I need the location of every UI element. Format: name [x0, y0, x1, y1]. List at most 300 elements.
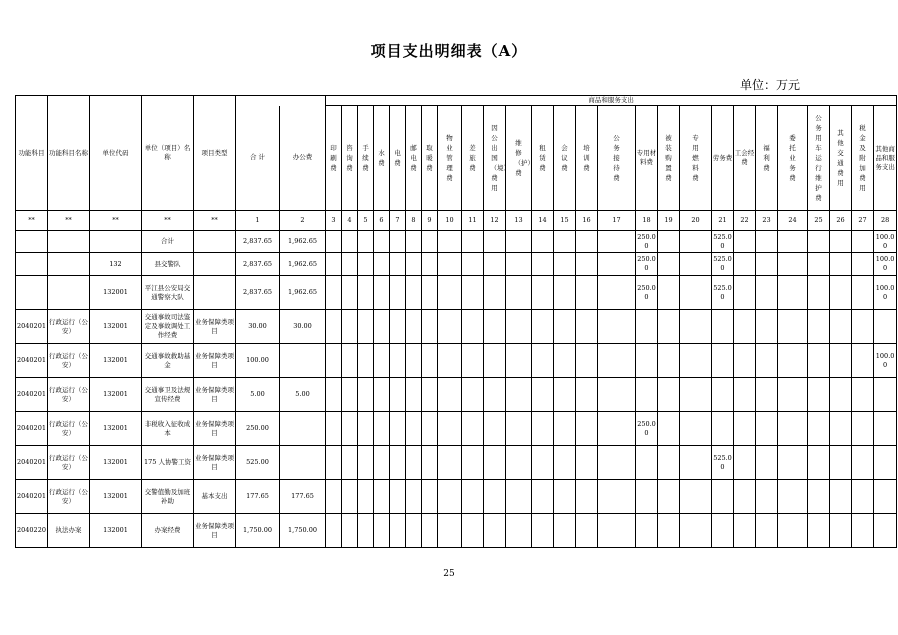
index-cell: 14	[532, 211, 554, 231]
value-cell	[406, 344, 422, 378]
value-cell: 177.65	[236, 480, 280, 514]
value-cell: 525.00	[712, 253, 734, 276]
unit-label: 单位：万元	[740, 78, 801, 92]
header-cell	[374, 106, 390, 211]
value-cell	[342, 276, 358, 310]
unit-name-cell: 交通事卫及法规宣传经费	[142, 378, 194, 412]
value-cell	[830, 253, 852, 276]
header-cell: 功能科目名称	[48, 96, 90, 211]
project-type-cell: 业务保障类项目	[194, 310, 236, 344]
value-cell	[874, 514, 897, 548]
value-cell	[422, 344, 438, 378]
value-cell	[658, 378, 680, 412]
value-cell	[462, 446, 484, 480]
value-cell	[374, 253, 390, 276]
func-code-cell: 2040201	[16, 344, 48, 378]
value-cell	[532, 378, 554, 412]
value-cell	[852, 378, 874, 412]
value-cell	[680, 253, 712, 276]
value-cell	[598, 253, 636, 276]
value-cell: 177.65	[280, 480, 326, 514]
value-cell	[532, 276, 554, 310]
value-cell	[506, 514, 532, 548]
header-label: 专用材料费	[636, 149, 657, 166]
value-cell	[808, 514, 830, 548]
value-cell	[808, 310, 830, 344]
header-cell	[484, 106, 510, 211]
value-cell: 1,962.65	[280, 253, 326, 276]
value-cell	[778, 231, 808, 253]
value-cell	[484, 276, 506, 310]
value-cell	[576, 310, 598, 344]
value-cell	[598, 310, 636, 344]
func-name-cell: 行政运行（公安）	[48, 412, 90, 446]
header-cell	[280, 106, 326, 211]
value-cell	[576, 378, 598, 412]
header-cell	[342, 106, 358, 211]
table-row	[16, 412, 897, 446]
header-cell	[636, 106, 658, 211]
value-cell	[756, 446, 778, 480]
value-cell	[830, 231, 852, 253]
value-cell	[756, 378, 778, 412]
func-name-cell: 行政运行（公安）	[48, 446, 90, 480]
value-cell: 100.00	[236, 344, 280, 378]
header-label: 电费	[394, 149, 401, 167]
func-code-cell	[16, 253, 48, 276]
value-cell	[506, 276, 532, 310]
header-label: 培训费	[583, 144, 590, 172]
value-cell	[576, 253, 598, 276]
value-cell	[532, 412, 554, 446]
index-cell: 20	[680, 211, 712, 231]
value-cell	[406, 231, 422, 253]
header-label: 邮电费	[410, 144, 417, 172]
value-cell	[576, 446, 598, 480]
value-cell	[438, 253, 462, 276]
unit-name-cell: 非税收入征收成本	[142, 412, 194, 446]
value-cell	[342, 480, 358, 514]
header-cell	[576, 106, 598, 211]
value-cell	[422, 276, 438, 310]
table-row	[16, 253, 897, 276]
header-cell: 单位（项目）名称	[142, 96, 194, 211]
value-cell	[326, 231, 342, 253]
value-cell	[636, 378, 658, 412]
value-cell	[658, 253, 680, 276]
index-cell: 10	[438, 211, 462, 231]
header-cell	[756, 106, 778, 211]
value-cell	[326, 378, 342, 412]
header-label: 税金及附加费用	[859, 124, 866, 192]
value-cell	[532, 231, 554, 253]
value-cell	[462, 231, 484, 253]
value-cell	[778, 480, 808, 514]
value-cell	[874, 480, 897, 514]
value-cell	[326, 276, 342, 310]
value-cell	[598, 412, 636, 446]
value-cell	[358, 480, 374, 514]
value-cell	[484, 480, 506, 514]
value-cell	[554, 446, 576, 480]
index-cell: 17	[598, 211, 636, 231]
index-cell: 24	[778, 211, 808, 231]
value-cell	[438, 276, 462, 310]
value-cell	[712, 310, 734, 344]
header-label: 委托业务费	[789, 134, 796, 182]
index-cell: **	[16, 211, 48, 231]
value-cell	[532, 480, 554, 514]
value-cell	[734, 253, 756, 276]
value-cell	[598, 378, 636, 412]
func-code-cell	[16, 231, 48, 253]
unit-code-cell: 132	[90, 253, 142, 276]
value-cell	[326, 344, 342, 378]
value-cell	[280, 412, 326, 446]
func-name-cell	[48, 276, 90, 310]
value-cell	[374, 378, 390, 412]
index-cell: 2	[280, 211, 326, 231]
value-cell	[532, 310, 554, 344]
value-cell	[680, 480, 712, 514]
project-type-cell	[194, 231, 236, 253]
header-label: 公务接待费	[613, 134, 620, 182]
value-cell: 2,837.65	[236, 276, 280, 310]
value-cell	[342, 446, 358, 480]
func-name-cell: 行政运行（公安）	[48, 344, 90, 378]
value-cell	[756, 514, 778, 548]
value-cell	[756, 480, 778, 514]
value-cell	[390, 253, 406, 276]
unit-code-cell: 132001	[90, 378, 142, 412]
index-cell: 23	[756, 211, 778, 231]
value-cell	[852, 480, 874, 514]
header-cell: 单位代码	[90, 96, 142, 211]
value-cell	[422, 253, 438, 276]
value-cell	[554, 412, 576, 446]
group-header: 商品和服务支出	[326, 96, 897, 106]
value-cell	[390, 231, 406, 253]
value-cell	[712, 344, 734, 378]
func-name-cell	[48, 253, 90, 276]
value-cell	[734, 412, 756, 446]
value-cell	[756, 344, 778, 378]
value-cell	[778, 412, 808, 446]
value-cell	[532, 253, 554, 276]
value-cell	[808, 446, 830, 480]
value-cell: 5.00	[280, 378, 326, 412]
header-label: 办公费	[292, 153, 313, 162]
value-cell	[406, 310, 422, 344]
value-cell	[554, 514, 576, 548]
value-cell	[712, 412, 734, 446]
index-cell: 26	[830, 211, 852, 231]
value-cell	[342, 253, 358, 276]
header-cell	[406, 106, 422, 211]
index-cell: 12	[484, 211, 506, 231]
header-label: 公务用车运行维护费	[815, 114, 822, 202]
index-cell: 25	[808, 211, 830, 231]
value-cell	[462, 412, 484, 446]
value-cell	[326, 480, 342, 514]
value-cell	[778, 378, 808, 412]
value-cell	[636, 344, 658, 378]
func-name-cell: 行政运行（公安）	[48, 378, 90, 412]
func-name-cell	[48, 231, 90, 253]
value-cell	[484, 446, 506, 480]
value-cell	[358, 310, 374, 344]
value-cell	[374, 480, 390, 514]
value-cell	[658, 412, 680, 446]
value-cell: 100.00	[874, 344, 897, 378]
value-cell	[506, 480, 532, 514]
page-number: 25	[443, 569, 455, 579]
header-cell	[462, 106, 484, 211]
value-cell	[778, 446, 808, 480]
value-cell	[830, 378, 852, 412]
value-cell	[658, 480, 680, 514]
value-cell	[438, 480, 462, 514]
value-cell	[462, 514, 484, 548]
value-cell	[438, 412, 462, 446]
unit-code-cell	[90, 231, 142, 253]
value-cell	[422, 480, 438, 514]
value-cell	[462, 276, 484, 310]
header-label: 咨询费	[346, 144, 353, 172]
value-cell: 2,837.65	[236, 231, 280, 253]
value-cell	[326, 412, 342, 446]
index-cell: 11	[462, 211, 484, 231]
value-cell	[576, 276, 598, 310]
index-cell: 3	[326, 211, 342, 231]
value-cell	[358, 412, 374, 446]
header-blank-cell	[236, 96, 326, 106]
header-cell	[778, 106, 808, 211]
value-cell	[756, 253, 778, 276]
value-cell	[438, 378, 462, 412]
header-label: 会议费	[561, 144, 568, 172]
value-cell	[734, 378, 756, 412]
value-cell	[734, 446, 756, 480]
value-cell	[406, 378, 422, 412]
value-cell: 2,837.65	[236, 253, 280, 276]
value-cell: 1,750.00	[236, 514, 280, 548]
value-cell: 100.00	[874, 253, 897, 276]
header-label: 其他交通费用	[837, 129, 844, 187]
expenditure-table	[15, 95, 897, 548]
index-cell: **	[90, 211, 142, 231]
value-cell	[756, 310, 778, 344]
value-cell	[636, 310, 658, 344]
value-cell	[756, 412, 778, 446]
value-cell	[374, 276, 390, 310]
value-cell	[658, 310, 680, 344]
value-cell	[658, 276, 680, 310]
value-cell: 250.00	[636, 412, 658, 446]
table-row	[16, 276, 897, 310]
value-cell	[484, 310, 506, 344]
index-cell: 7	[390, 211, 406, 231]
unit-code-cell: 132001	[90, 514, 142, 548]
header-label: 工会经费	[734, 149, 755, 166]
value-cell	[830, 276, 852, 310]
value-cell	[658, 344, 680, 378]
header-cell	[734, 106, 756, 211]
table-row	[16, 446, 897, 480]
value-cell	[756, 276, 778, 310]
unit-name-cell: 交警值勤及加班补助	[142, 480, 194, 514]
project-type-cell	[194, 253, 236, 276]
value-cell	[830, 310, 852, 344]
value-cell	[342, 310, 358, 344]
value-cell	[636, 514, 658, 548]
unit-code-cell: 132001	[90, 412, 142, 446]
value-cell	[712, 514, 734, 548]
func-code-cell	[16, 276, 48, 310]
value-cell	[406, 480, 422, 514]
unit-name-cell: 交通事故司法鉴定及事故调处工作经费	[142, 310, 194, 344]
index-cell: **	[142, 211, 194, 231]
value-cell	[598, 480, 636, 514]
value-cell	[554, 378, 576, 412]
value-cell	[326, 310, 342, 344]
value-cell: 525.00	[712, 446, 734, 480]
value-cell	[462, 310, 484, 344]
header-cell	[390, 106, 406, 211]
unit-name-cell: 175 人协警工资	[142, 446, 194, 480]
value-cell	[438, 310, 462, 344]
header-cell	[830, 106, 852, 211]
value-cell	[374, 446, 390, 480]
value-cell: 250.00	[636, 253, 658, 276]
value-cell	[554, 253, 576, 276]
value-cell	[734, 276, 756, 310]
value-cell	[406, 514, 422, 548]
value-cell: 250.00	[636, 231, 658, 253]
project-type-cell	[194, 276, 236, 310]
value-cell	[778, 310, 808, 344]
value-cell	[576, 231, 598, 253]
func-code-cell: 2040220	[16, 514, 48, 548]
table-row	[16, 514, 897, 548]
value-cell	[680, 310, 712, 344]
value-cell	[422, 412, 438, 446]
index-cell: 16	[576, 211, 598, 231]
value-cell	[658, 514, 680, 548]
value-cell	[852, 344, 874, 378]
value-cell	[808, 378, 830, 412]
header-label: 租赁费	[539, 144, 546, 172]
value-cell	[680, 446, 712, 480]
value-cell	[756, 231, 778, 253]
value-cell	[734, 480, 756, 514]
value-cell	[808, 253, 830, 276]
project-type-cell: 业务保障类项目	[194, 344, 236, 378]
value-cell	[598, 276, 636, 310]
value-cell	[532, 514, 554, 548]
value-cell	[390, 344, 406, 378]
unit-code-cell: 132001	[90, 344, 142, 378]
unit-code-cell: 132001	[90, 276, 142, 310]
value-cell	[358, 276, 374, 310]
value-cell	[390, 310, 406, 344]
header-label: 福利费	[763, 144, 770, 172]
value-cell	[390, 514, 406, 548]
value-cell: 30.00	[236, 310, 280, 344]
value-cell: 1,750.00	[280, 514, 326, 548]
func-name-cell: 行政运行（公安）	[48, 480, 90, 514]
value-cell: 525.00	[712, 231, 734, 253]
unit-name-cell: 平江县公安局交通警察大队	[142, 276, 194, 310]
value-cell: 525.00	[712, 276, 734, 310]
value-cell	[598, 446, 636, 480]
value-cell	[680, 344, 712, 378]
value-cell	[484, 378, 506, 412]
header-cell	[874, 106, 897, 211]
header-cell	[326, 106, 342, 211]
page-title: 项目支出明细表（A）	[370, 42, 528, 60]
header-label: 合 计	[249, 153, 266, 162]
value-cell	[532, 344, 554, 378]
unit-code-cell: 132001	[90, 310, 142, 344]
index-cell: 28	[874, 211, 897, 231]
value-cell	[374, 412, 390, 446]
value-cell	[712, 378, 734, 412]
header-label: 劳务费	[712, 153, 733, 162]
value-cell	[680, 514, 712, 548]
value-cell	[852, 231, 874, 253]
func-code-cell: 2040201	[16, 412, 48, 446]
table-row	[16, 344, 897, 378]
header-label: 被装购置费	[665, 134, 672, 182]
value-cell	[734, 514, 756, 548]
value-cell	[680, 231, 712, 253]
value-cell: 100.00	[874, 231, 897, 253]
value-cell	[576, 344, 598, 378]
value-cell	[358, 253, 374, 276]
value-cell	[342, 378, 358, 412]
value-cell	[358, 446, 374, 480]
value-cell	[554, 310, 576, 344]
value-cell	[852, 412, 874, 446]
value-cell	[554, 344, 576, 378]
value-cell	[280, 344, 326, 378]
value-cell	[658, 446, 680, 480]
unit-name-cell: 县交警队	[142, 253, 194, 276]
value-cell	[554, 231, 576, 253]
value-cell: 250.00	[636, 276, 658, 310]
project-type-cell: 业务保障类项目	[194, 446, 236, 480]
index-cell: 9	[422, 211, 438, 231]
value-cell	[462, 378, 484, 412]
func-code-cell: 2040201	[16, 310, 48, 344]
header-cell	[680, 106, 712, 211]
index-cell: 21	[712, 211, 734, 231]
value-cell: 1,962.65	[280, 231, 326, 253]
value-cell	[406, 276, 422, 310]
value-cell	[438, 231, 462, 253]
value-cell	[506, 412, 532, 446]
value-cell	[554, 480, 576, 514]
header-label: 差旅费	[469, 144, 476, 172]
header-label: 水费	[378, 149, 385, 167]
header-cell	[554, 106, 576, 211]
value-cell	[852, 253, 874, 276]
value-cell	[576, 480, 598, 514]
func-name-cell: 执法办案	[48, 514, 90, 548]
value-cell	[808, 412, 830, 446]
value-cell	[532, 446, 554, 480]
